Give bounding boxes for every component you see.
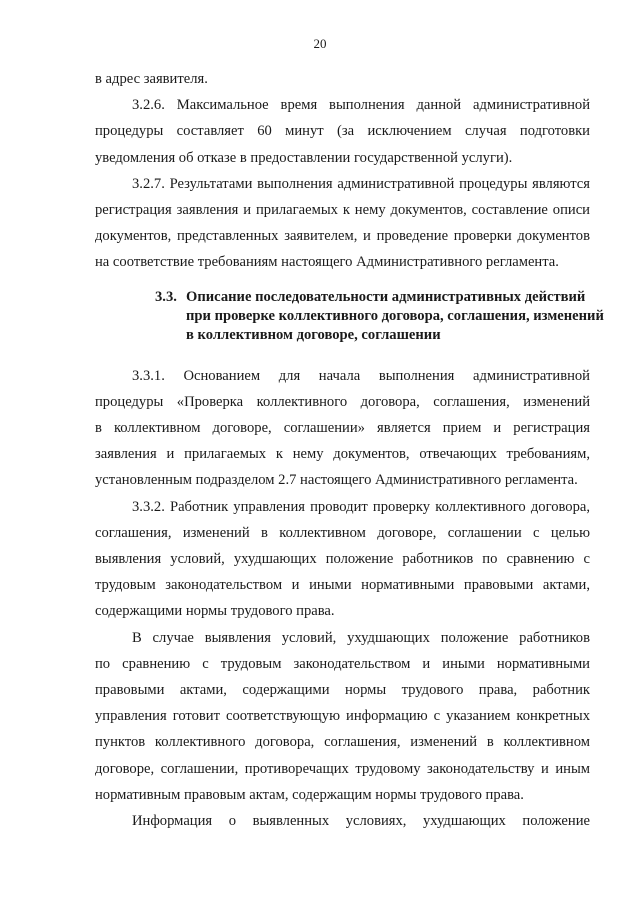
text-line: процедуры составляет 60 минут (за исключением случая подготовки <box>95 123 590 140</box>
paragraph-information <box>95 808 590 834</box>
text-line: на соответствие требованиям настоящего Административного регламента. <box>95 254 559 271</box>
text-line: нормативным правовым актам, содержащим нормы трудового права. <box>95 786 524 803</box>
text-line: правовыми актами, содержащими нормы трудового права, работник <box>95 682 590 699</box>
text-line: содержащими нормы трудового права. <box>95 603 335 620</box>
paragraph-p0 <box>95 66 590 92</box>
text-line: В случае выявления условий, ухудшающих положение работников <box>132 629 590 646</box>
text-line: документов, представленных заявителем, и проведение проверки документов <box>95 228 590 245</box>
paragraph-3-3-2 <box>95 494 590 625</box>
text-line: 3.3.1. Основанием для начала выполнения административной <box>132 367 590 384</box>
document-body <box>95 66 604 834</box>
page-number: 20 <box>313 36 327 51</box>
paragraph-3-2-7 <box>95 171 590 276</box>
section-number: 3.3. <box>155 288 177 305</box>
text-line: 3.3.2. Работник управления проводит проверку коллективного договора, <box>132 498 590 515</box>
text-line: 3.2.7. Результатами выполнения административной процедуры являются <box>132 175 590 192</box>
text-line: в адрес заявителя. <box>95 71 208 87</box>
paragraph-3-2-6 <box>95 92 590 171</box>
text-line: пунктов коллективного договора, соглашения, изменений в коллективном <box>95 734 590 751</box>
text-line: заявления и прилагаемых к нему документов, отвечающих требованиям, <box>95 446 590 463</box>
text-line: установленным подразделом 2.7 настоящего Административного регламента. <box>95 472 578 489</box>
heading-line: при проверке коллективного договора, соглашения, изменений <box>186 307 604 324</box>
text-line: регистрация заявления и прилагаемых к нему документов, составление описи <box>95 202 590 219</box>
text-line: в коллективном договоре, соглашении» является прием и регистрация <box>95 420 590 437</box>
text-line: выявления условий, ухудшающих положение работников по сравнению с <box>95 551 590 568</box>
text-line: соглашения, изменений в коллективном договоре, соглашении с целью <box>95 524 590 541</box>
text-line: уведомления об отказе в предоставлении государственной услуги). <box>95 149 513 166</box>
paragraph-3-3-1 <box>95 363 590 494</box>
heading-line: в коллективном договоре, соглашении <box>186 326 441 343</box>
text-line: 3.2.6. Максимальное время выполнения данной административной <box>132 97 590 114</box>
text-line: управления готовит соответствующую информацию с указанием конкретных <box>95 708 590 725</box>
text-line: процедуры «Проверка коллективного договора, соглашения, изменений <box>95 393 590 410</box>
section-heading-3-3 <box>95 288 604 345</box>
paragraph-violations <box>95 625 590 808</box>
text-line: по сравнению с трудовым законодательством и иными нормативными <box>95 655 590 672</box>
text-line: договоре, соглашении, противоречащих трудовому законодательству и иным <box>95 760 590 777</box>
text-line: Информация о выявленных условиях, ухудшающих положение <box>132 813 590 830</box>
heading-line: Описание последовательности административных действий <box>186 288 586 305</box>
text-line: трудовым законодательством и иными нормативными правовыми актами, <box>95 577 590 594</box>
